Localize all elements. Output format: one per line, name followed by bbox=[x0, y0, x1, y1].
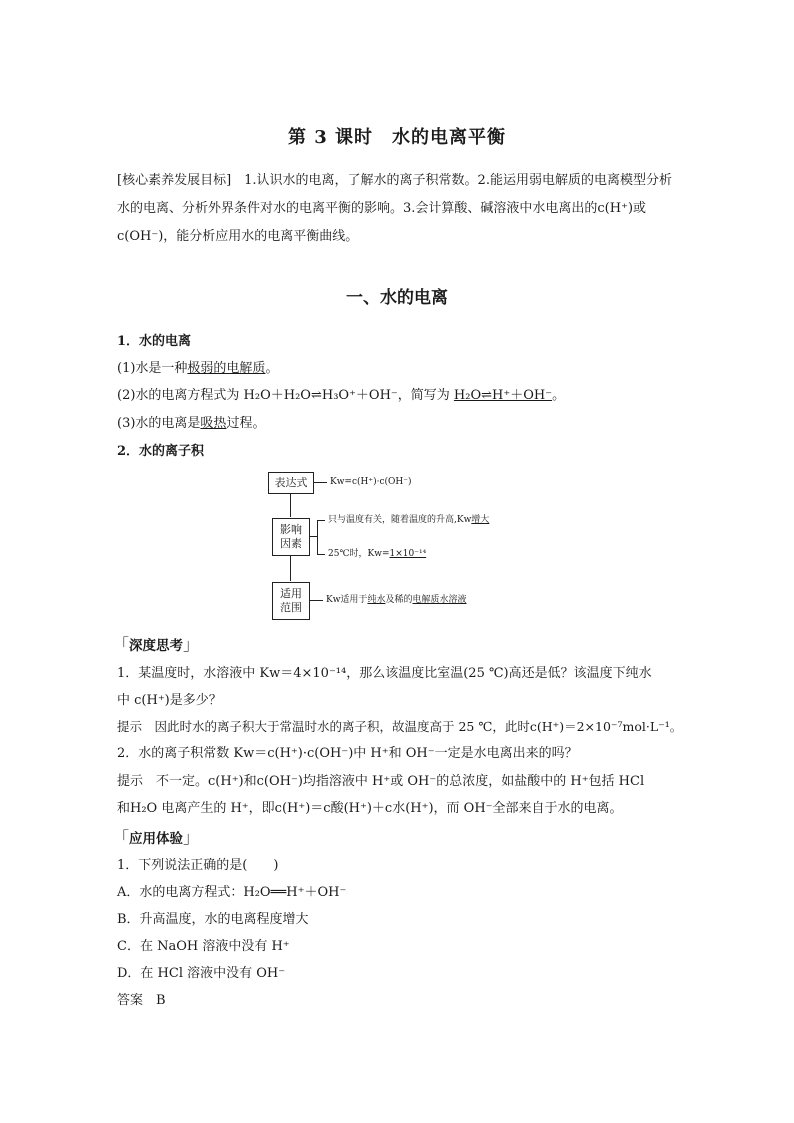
section-heading: 一、水的电离 bbox=[346, 288, 448, 308]
text: Kw适用于 bbox=[326, 595, 368, 605]
deep-think-tag: 「深度思考」 bbox=[113, 635, 200, 654]
connector-line bbox=[317, 520, 325, 521]
option-b: B．升高温度，水的电离程度增大 bbox=[117, 912, 309, 927]
text: 过程。 bbox=[226, 416, 266, 431]
item-1-1 bbox=[117, 359, 278, 379]
item-1-2 bbox=[117, 386, 565, 406]
text: (1)水是一种 bbox=[117, 361, 188, 376]
item-1-3 bbox=[117, 414, 265, 434]
answer-blank: H₂O⇌H⁺＋OH⁻ bbox=[453, 388, 553, 403]
goals-label: [核心素养发展目标] bbox=[117, 173, 232, 188]
connector-line bbox=[290, 493, 291, 517]
hint-1: 提示 因此时水的离子积大于常温时水的离子积，故温度高于 25 ℃，此时c(H⁺)＝2×10⁻⁷mol·L⁻¹。 bbox=[117, 719, 683, 734]
connector-line bbox=[309, 536, 317, 537]
answer-blank: 极弱的电解质 bbox=[187, 361, 266, 376]
hint-2-line2: 和H₂O 电离产生的 H⁺，即c(H⁺)＝c酸(H⁺)＋c水(H⁺)，而 OH⁻全部来自于水的电离。 bbox=[117, 801, 623, 816]
answer-blank: 吸热 bbox=[200, 416, 227, 431]
expression-text: Kw=c(H⁺)·c(OH⁻) bbox=[330, 477, 412, 487]
lesson-title: 第 3 课时 水的电离平衡 bbox=[287, 127, 507, 148]
box-scope: 适用 范围 bbox=[272, 582, 310, 620]
text: 只与温度有关，随着温度的升高,Kw bbox=[328, 515, 472, 525]
question-2: 2．水的离子积常数 Kw＝c(H⁺)·c(OH⁻)中 H⁺和 OH⁻一定是水电离出来的吗？ bbox=[117, 746, 578, 761]
item-ion-product: 2．水的离子积 bbox=[117, 444, 205, 459]
text: 。 bbox=[552, 388, 566, 403]
text: (3)水的电离是 bbox=[117, 416, 201, 431]
option-a: A．水的电离方程式：H₂O══H⁺＋OH⁻ bbox=[117, 885, 347, 900]
answer-blank: 1×10⁻¹⁴ bbox=[389, 549, 427, 559]
goals-text: 1.认识水的电离，了解水的离子积常数。2.能运用弱电解质的电离模型分析水的电离、分析外界条件对水的电离平衡的影响。3.会计算酸、碱溶液中水电离出的c(H⁺)或c(OH⁻)，能分析应用水的电离平衡曲线。 bbox=[117, 173, 672, 244]
text: (2)水的电离方程式为 H₂O＋H₂O⇌H₃O⁺＋OH⁻，简写为 bbox=[117, 388, 454, 403]
connector-line bbox=[317, 554, 325, 555]
factor-temperature bbox=[328, 514, 489, 526]
option-d: D．在 HCl 溶液中没有 OH⁻ bbox=[117, 966, 286, 981]
connector-line bbox=[309, 600, 323, 601]
answer-blank: 纯水 bbox=[367, 595, 386, 605]
tag-label: 深度思考 bbox=[129, 638, 184, 654]
box-factors: 影响 因素 bbox=[272, 518, 310, 556]
hint-2-line1: 提示 不一定。c(H⁺)和c(OH⁻)均指溶液中 H⁺或 OH⁻的总浓度，如盐酸中的 H⁺包括 HCl bbox=[117, 774, 645, 789]
answer-blank: 增大 bbox=[471, 515, 490, 525]
ion-product-diagram bbox=[262, 468, 522, 622]
answer-blank: 电解质水溶液 bbox=[412, 595, 467, 605]
question-1-line1: 1．某温度时，水溶液中 Kw＝4×10⁻¹⁴，那么该温度比室温(25 ℃)高还是低？该温度下纯水 bbox=[117, 666, 652, 681]
scope-text bbox=[326, 594, 466, 606]
text: 。 bbox=[265, 361, 279, 376]
connector-line bbox=[290, 555, 291, 581]
practice-question: 1．下列说法正确的是( ) bbox=[117, 858, 279, 873]
item-water-ionization: 1．水的电离 bbox=[117, 334, 192, 349]
text: 及稀的 bbox=[385, 595, 413, 605]
connector-line bbox=[317, 520, 318, 554]
question-1-line2: 中 c(H⁺)是多少？ bbox=[117, 693, 222, 708]
box-expression: 表达式 bbox=[268, 472, 314, 494]
tag-label: 应用体验 bbox=[129, 831, 184, 847]
text: 25℃时，Kw= bbox=[328, 549, 390, 559]
core-goals bbox=[117, 167, 679, 251]
connector-line bbox=[313, 482, 327, 483]
practice-tag: 「应用体验」 bbox=[113, 828, 200, 847]
option-c: C．在 NaOH 溶液中没有 H⁺ bbox=[117, 939, 290, 954]
answer: 答案 B bbox=[117, 993, 166, 1008]
factor-25c bbox=[328, 548, 426, 560]
